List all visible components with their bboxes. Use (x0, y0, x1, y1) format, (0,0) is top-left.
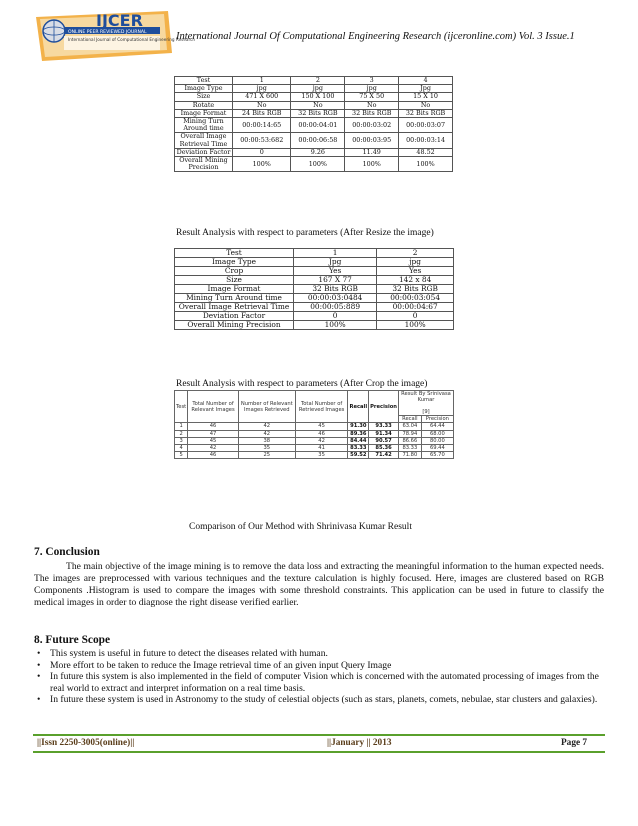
row-label-cell: Mining Turn Around time (175, 294, 294, 303)
table-cell: 32 Bits RGB (294, 285, 377, 294)
col-header-total-retrieved: Total Number of Retrieved Images (295, 391, 348, 423)
col-header-test: Test (175, 391, 188, 423)
table-cell: No (345, 101, 399, 109)
srinivasa-title: Result By Srinivasa Kumar (401, 391, 451, 404)
table-caption-comparison: Comparison of Our Method with Shrinivasa Kumar Result (189, 522, 412, 532)
table-cell: 45 (295, 423, 348, 430)
table-cell: 0 (233, 148, 291, 156)
list-item (34, 648, 604, 660)
table-cell: Yes (377, 267, 454, 276)
table-cell: jpg (377, 258, 454, 267)
resize-table-row (175, 93, 453, 101)
comparison-table-row (175, 444, 454, 451)
table-cell: jpg (233, 85, 291, 93)
crop-table-row (175, 321, 454, 330)
list-item (34, 694, 604, 706)
section-heading-conclusion: 7. Conclusion (34, 546, 100, 558)
table-cell: 00:00:06:58 (291, 133, 345, 148)
table-cell: 4 (399, 77, 453, 85)
table-cell: 100% (399, 157, 453, 172)
table-cell: 00:00:03:0484 (294, 294, 377, 303)
table-cell: 11.49 (345, 148, 399, 156)
row-label-cell: 4 (175, 444, 188, 451)
bullet-icon: • (37, 648, 41, 659)
col-header-s-recall: Recall (398, 416, 421, 423)
table-cell: 9.26 (291, 148, 345, 156)
list-item-text: In future this system is also implemented in the field of computer Vision which is concerned with the automated processing of images from the real world to extract and interpret information on a real time basis. (50, 671, 599, 694)
bullet-icon: • (37, 671, 41, 683)
table-cell: 42 (188, 444, 239, 451)
comparison-table-row (175, 423, 454, 430)
future-scope-list (34, 648, 604, 706)
table-cell: 38 (238, 437, 295, 444)
table-cell: 100% (294, 321, 377, 330)
journal-logo (34, 9, 196, 63)
table-cell: 71.80 (398, 451, 421, 458)
table-caption-crop: Result Analysis with respect to parameters (After Crop the image) (176, 379, 428, 389)
table-cell: 68.00 (421, 430, 453, 437)
table-cell: 86.66 (398, 437, 421, 444)
row-label-cell: Overall Image Retrieval Time (175, 303, 294, 312)
conclusion-paragraph: The main objective of the image mining is to remove the data loss and extracting the meaningful information to the human expected needs. The images are preprocessed with various techniques and the texture calculation is highly focused. Here, images are clustered based on RGB Components .Histogram is used to compare the images with some threshold constraints. This application can be used in future to classify the medical images in order to diagnose the right disease verified earlier. (34, 561, 604, 609)
table-crop-results (174, 248, 454, 330)
logo-text: IJCER (96, 11, 143, 30)
comparison-table-row (175, 430, 454, 437)
table-cell: 2 (291, 77, 345, 85)
table-cell: Jpg (294, 258, 377, 267)
row-label-cell: Image Format (175, 109, 233, 117)
table-cell: Jpg (399, 85, 453, 93)
row-label-cell: Image Type (175, 85, 233, 93)
table-cell: jpg (345, 85, 399, 93)
list-item (34, 671, 604, 694)
footer-page-number: Page 7 (561, 738, 588, 748)
row-label-cell: Size (175, 276, 294, 285)
table-cell: 84.44 (348, 437, 369, 444)
row-label-cell: Rotate (175, 101, 233, 109)
table-cell: 00:00:05:889 (294, 303, 377, 312)
row-label-cell: 1 (175, 423, 188, 430)
table-cell: 471 X 600 (233, 93, 291, 101)
table-cell: 78.94 (398, 430, 421, 437)
table-cell: 142 x 84 (377, 276, 454, 285)
table-cell: 15 X 10 (399, 93, 453, 101)
table-cell: 00:00:03:054 (377, 294, 454, 303)
table-cell: 00:00:04:67 (377, 303, 454, 312)
table-cell: 71.42 (369, 451, 399, 458)
table-cell: 24 Bits RGB (233, 109, 291, 117)
table-cell: 35 (238, 444, 295, 451)
table-cell: 83.33 (348, 444, 369, 451)
table-cell: 00:00:03:02 (345, 118, 399, 133)
table-cell: 100% (233, 157, 291, 172)
table-cell: 46 (188, 423, 239, 430)
table-cell: 00:00:03:07 (399, 118, 453, 133)
table-caption-resize: Result Analysis with respect to parameters (After Resize the image) (176, 228, 434, 238)
table-cell: 42 (238, 423, 295, 430)
table-cell: 41 (295, 444, 348, 451)
table-cell: 32 Bits RGB (291, 109, 345, 117)
table-cell: 100% (291, 157, 345, 172)
table-cell: 00:00:03:95 (345, 133, 399, 148)
table-cell: 100% (345, 157, 399, 172)
list-item-text: More effort to be taken to reduce the Image retrieval time of an given input Query Image (50, 659, 392, 671)
table-cell: 93.33 (369, 423, 399, 430)
row-label-cell: Mining Turn Around time (175, 118, 233, 133)
table-cell: 00:00:14:65 (233, 118, 291, 133)
table-cell: 46 (295, 430, 348, 437)
row-label-cell: Crop (175, 267, 294, 276)
table-cell: 64.44 (421, 423, 453, 430)
bullet-icon: • (37, 659, 41, 671)
table-cell: 90.57 (369, 437, 399, 444)
table-cell: 167 X 77 (294, 276, 377, 285)
table-cell: No (399, 101, 453, 109)
row-label-cell: Overall Image Retrieval Time (175, 133, 233, 148)
table-cell: 80.00 (421, 437, 453, 444)
table-cell: 25 (238, 451, 295, 458)
col-header-precision: Precision (369, 391, 399, 423)
table-cell: 32 Bits RGB (345, 109, 399, 117)
table-cell: 0 (294, 312, 377, 321)
footer-issn: ||Issn 2250-3005(online)|| (37, 738, 135, 748)
row-label-cell: 5 (175, 451, 188, 458)
table-cell: 00:00:53:682 (233, 133, 291, 148)
list-item-text: This system is useful in future to detect the diseases related with human. (50, 648, 328, 659)
table-cell: 91.30 (348, 423, 369, 430)
table-cell: 1 (233, 77, 291, 85)
comparison-table-row (175, 437, 454, 444)
table-cell: 65.70 (421, 451, 453, 458)
table-cell: 85.36 (369, 444, 399, 451)
table-cell: 42 (295, 437, 348, 444)
row-label-cell: 2 (175, 430, 188, 437)
row-label-cell: Overall Mining Precision (175, 321, 294, 330)
col-header-srinivasa (398, 391, 453, 416)
row-label-cell: Overall Mining Precision (175, 157, 233, 172)
table-cell: No (291, 101, 345, 109)
table-cell: 35 (295, 451, 348, 458)
comparison-table-row (175, 451, 454, 458)
table-cell: 59.52 (348, 451, 369, 458)
row-label-cell: Image Type (175, 258, 294, 267)
table-cell: 47 (188, 430, 239, 437)
logo-tagline: ONLINE PEER REVIEWED JOURNAL (68, 30, 147, 35)
table-cell: 1 (294, 249, 377, 258)
table-cell: 46 (188, 451, 239, 458)
resize-table-row (175, 133, 453, 148)
row-label-cell: Test (175, 77, 233, 85)
table-cell: jpg (291, 85, 345, 93)
table-cell: 150 X 100 (291, 93, 345, 101)
table-cell: 32 Bits RGB (377, 285, 454, 294)
table-resize-results (174, 76, 453, 172)
footer-date: ||January || 2013 (327, 738, 392, 748)
col-header-total-relevant: Total Number of Relevant Images (188, 391, 239, 423)
row-label-cell: Deviation Factor (175, 148, 233, 156)
resize-table-row (175, 118, 453, 133)
table-cell: 00:00:04:01 (291, 118, 345, 133)
row-label-cell: Test (175, 249, 294, 258)
table-cell: 89.36 (348, 430, 369, 437)
section-heading-future-scope: 8. Future Scope (34, 634, 111, 646)
col-header-s-precision: Precision (421, 416, 453, 423)
col-header-recall: Recall (348, 391, 369, 423)
table-cell: 63.04 (398, 423, 421, 430)
table-cell: 48.52 (399, 148, 453, 156)
table-cell: 32 Bits RGB (399, 109, 453, 117)
table-cell: 42 (238, 430, 295, 437)
page-footer (33, 734, 605, 753)
list-item (34, 660, 604, 672)
row-label-cell: Size (175, 93, 233, 101)
journal-header: International Journal Of Computational Engineering Research (ijceronline.com) Vol. 3 Issue.1 (176, 31, 575, 42)
table-cell: 00:00:03:14 (399, 133, 453, 148)
table-cell: 2 (377, 249, 454, 258)
resize-table-row (175, 157, 453, 172)
table-cell: No (233, 101, 291, 109)
table-cell: 91.34 (369, 430, 399, 437)
table-cell: 45 (188, 437, 239, 444)
table-cell: 75 X 50 (345, 93, 399, 101)
table-cell: 83.33 (398, 444, 421, 451)
bullet-icon: • (37, 694, 41, 706)
table-cell: Yes (294, 267, 377, 276)
table-cell: 0 (377, 312, 454, 321)
row-label-cell: Image Format (175, 285, 294, 294)
table-cell: 100% (377, 321, 454, 330)
srinivasa-ref: [9] (422, 409, 430, 416)
table-comparison (174, 390, 454, 459)
col-header-relevant-retrieved: Number of Relevant Images Retrieved (238, 391, 295, 423)
row-label-cell: Deviation Factor (175, 312, 294, 321)
row-label-cell: 3 (175, 437, 188, 444)
table-cell: 3 (345, 77, 399, 85)
logo-subtitle: International Journal of Computational Engineering Research (68, 37, 196, 42)
list-item-text: In future these system is used in Astronomy to the study of celestial objects (such as stars, planets, comets, nebulae, star clusters and galaxies). (50, 694, 598, 706)
table-cell: 69.44 (421, 444, 453, 451)
